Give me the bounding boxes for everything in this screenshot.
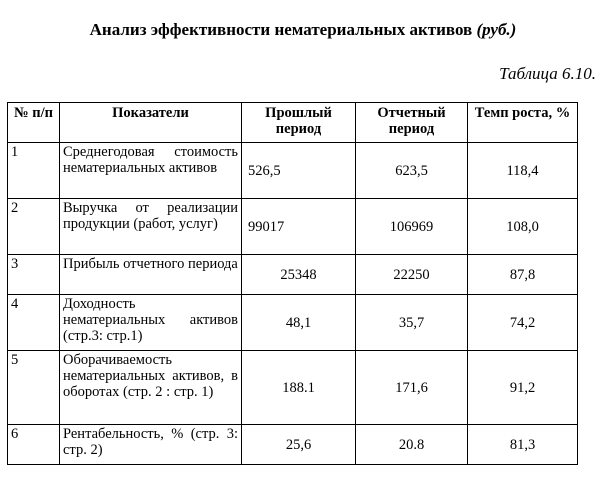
page-title: [0, 20, 606, 40]
table-header-row: [8, 103, 578, 143]
header-curr-period: Отчетный период: [356, 103, 468, 143]
table-row: [8, 295, 578, 351]
table-row: [8, 255, 578, 295]
header-prev-period: Прошлый период: [242, 103, 356, 143]
row-label: Среднегодовая стоимость нематериальных активов: [60, 143, 242, 199]
table-row: [8, 351, 578, 425]
row-curr-value: 171,6: [356, 351, 468, 425]
row-label: Прибыль отчетного периода: [60, 255, 242, 295]
row-label: Оборачиваемость нематериальных активов, в оборотах (стр. 2 : стр. 1): [60, 351, 242, 425]
row-number: 4: [8, 295, 60, 351]
row-label: Доходность нематериальных активов (стр.3: стр.1): [60, 295, 242, 351]
row-growth-value: 91,2: [468, 351, 578, 425]
row-curr-value: 106969: [356, 199, 468, 255]
table-row: [8, 199, 578, 255]
row-growth-value: 81,3: [468, 425, 578, 465]
table-row: [8, 143, 578, 199]
row-number: 5: [8, 351, 60, 425]
row-prev-value: 25348: [242, 255, 356, 295]
row-label: Рентабельность, % (стр. 3: стр. 2): [60, 425, 242, 465]
table-number: Таблица 6.10.: [499, 64, 596, 83]
row-prev-value: 188.1: [242, 351, 356, 425]
row-curr-value: 623,5: [356, 143, 468, 199]
row-label: Выручка от реализации продукции (работ, услуг): [60, 199, 242, 255]
row-growth-value: 74,2: [468, 295, 578, 351]
header-growth-rate: Темп роста, %: [468, 103, 578, 143]
row-curr-value: 22250: [356, 255, 468, 295]
header-number: № п/п: [8, 103, 60, 143]
row-prev-value: 99017: [242, 199, 356, 255]
row-prev-value: 48,1: [242, 295, 356, 351]
row-growth-value: 108,0: [468, 199, 578, 255]
row-curr-value: 35,7: [356, 295, 468, 351]
title-text: Анализ эффективности нематериальных активов: [89, 20, 473, 39]
row-growth-value: 87,8: [468, 255, 578, 295]
row-prev-value: 25,6: [242, 425, 356, 465]
row-prev-value: 526,5: [242, 143, 356, 199]
row-curr-value: 20.8: [356, 425, 468, 465]
table-row: [8, 425, 578, 465]
row-number: 2: [8, 199, 60, 255]
row-number: 6: [8, 425, 60, 465]
header-indicator: Показатели: [60, 103, 242, 143]
row-number: 3: [8, 255, 60, 295]
title-unit: (руб.): [476, 20, 517, 39]
row-number: 1: [8, 143, 60, 199]
row-growth-value: 118,4: [468, 143, 578, 199]
efficiency-table: [7, 102, 578, 465]
